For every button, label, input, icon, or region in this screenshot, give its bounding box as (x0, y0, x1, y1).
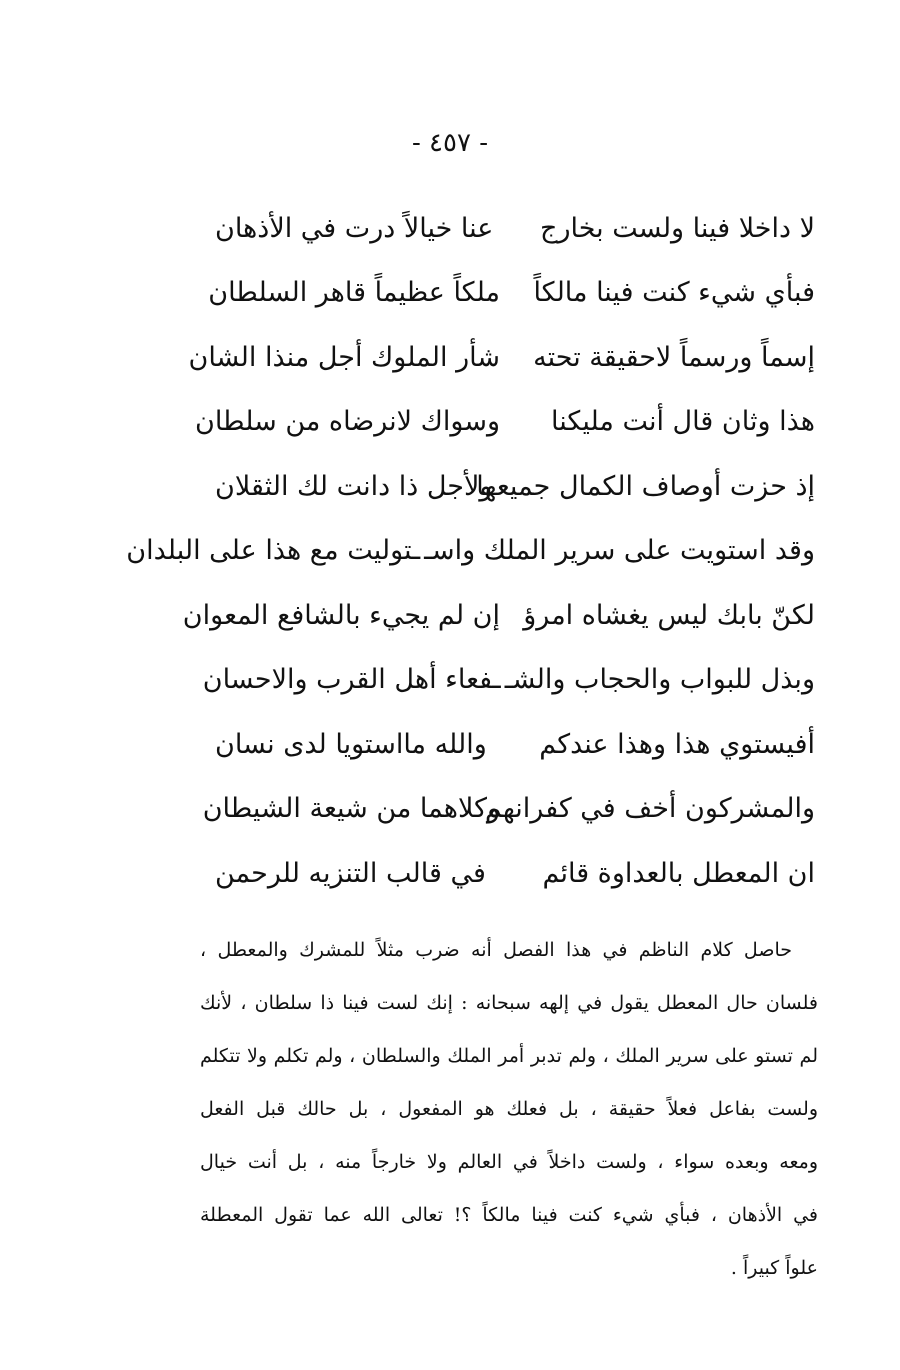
verse-joined (126, 519, 815, 584)
page-number: - ٤٥٧ - (411, 128, 489, 158)
verse-second-hemistich: ملكاً عظيماً قاهر السلطان (208, 277, 500, 309)
verse-second-hemistich: ولأجل ذا دانت لك الثقلان (215, 470, 493, 502)
verse (215, 712, 815, 777)
verse-first-hemistich: إذ حزت أوصاف الكمال جميعها (476, 470, 815, 502)
commentary-line: فلسان حال المعطل يقول في إلهه سبحانه : إنك لست فينا ذا سلطان ، لأنك (200, 992, 818, 1014)
commentary-line: ومعه وبعده سواء ، ولست داخلاً في العالم ولا خارجاً منه ، بل أنت خيال (200, 1151, 818, 1173)
verse-first-hemistich: لا داخلا فينا ولست بخارج (540, 212, 815, 244)
verse (202, 777, 815, 842)
commentary-line: علواً كبيراً . (730, 1257, 818, 1279)
verse-first-hemistich: إسماً ورسماً لاحقيقة تحته (533, 341, 815, 373)
commentary-line: ولست بفاعل فعلاً حقيقة ، بل فعلك هو المفعول ، بل حالك قبل الفعل (200, 1098, 818, 1120)
verse-second-hemistich: ـفعاء أهل القرب والاحسان (202, 664, 501, 696)
verse-first-hemistich: ان المعطل بالعداوة قائم (542, 857, 815, 889)
verse (182, 583, 815, 648)
verse (208, 261, 815, 326)
verse-first-hemistich: فبأي شيء كنت فينا مالكاً (533, 277, 815, 309)
verse-second-hemistich: شأر الملوك أجل منذا الشان (188, 341, 500, 373)
verse-first-hemistich: وبذل للبواب والحجاب والشـ (504, 664, 815, 696)
verse-second-hemistich: عنا خيالاً درت في الأذهان (215, 212, 494, 244)
verse-first-hemistich: هذا وثان قال أنت مليكنا (551, 406, 815, 438)
commentary-line: حاصل كلام الناظم في هذا الفصل أنه ضرب مثلاً للمشرك والمعطل ، (200, 939, 792, 961)
verse (194, 390, 815, 455)
verse-first-hemistich: وقد استويت على سرير الملك واسـ (424, 535, 815, 567)
verse-second-hemistich: إن لم يجيء بالشافع المعوان (182, 599, 500, 631)
verse (215, 841, 815, 906)
commentary-line: في الأذهان ، فبأي شيء كنت فينا مالكاً ؟! تعالى الله عما تقول المعطلة (200, 1204, 818, 1226)
commentary-paragraph (200, 924, 818, 1295)
verse-second-hemistich: وكلاهما من شيعة الشيطان (202, 793, 500, 825)
verse-second-hemistich: وسواك لانرضاه من سلطان (194, 406, 500, 438)
commentary-line: لم تستو على سرير الملك ، ولم تدبر أمر الملك والسلطان ، ولم تكلم ولا تتكلم (200, 1045, 818, 1067)
verse-first-hemistich: لكنّ بابك ليس يغشاه امرؤ (523, 599, 815, 631)
poem (126, 196, 815, 906)
verse-first-hemistich: أفيستوي هذا وهذا عندكم (539, 728, 815, 760)
verse-joined (202, 648, 815, 713)
verse-second-hemistich: ـتوليت مع هذا على البلدان (126, 535, 421, 567)
verse-first-hemistich: والمشركون أخف في كفرانهم (484, 793, 815, 825)
verse-second-hemistich: والله مااستويا لدى نسان (215, 728, 487, 760)
verse (215, 196, 815, 261)
verse (215, 454, 815, 519)
verse (188, 325, 815, 390)
verse-second-hemistich: في قالب التنزيه للرحمن (215, 857, 486, 889)
